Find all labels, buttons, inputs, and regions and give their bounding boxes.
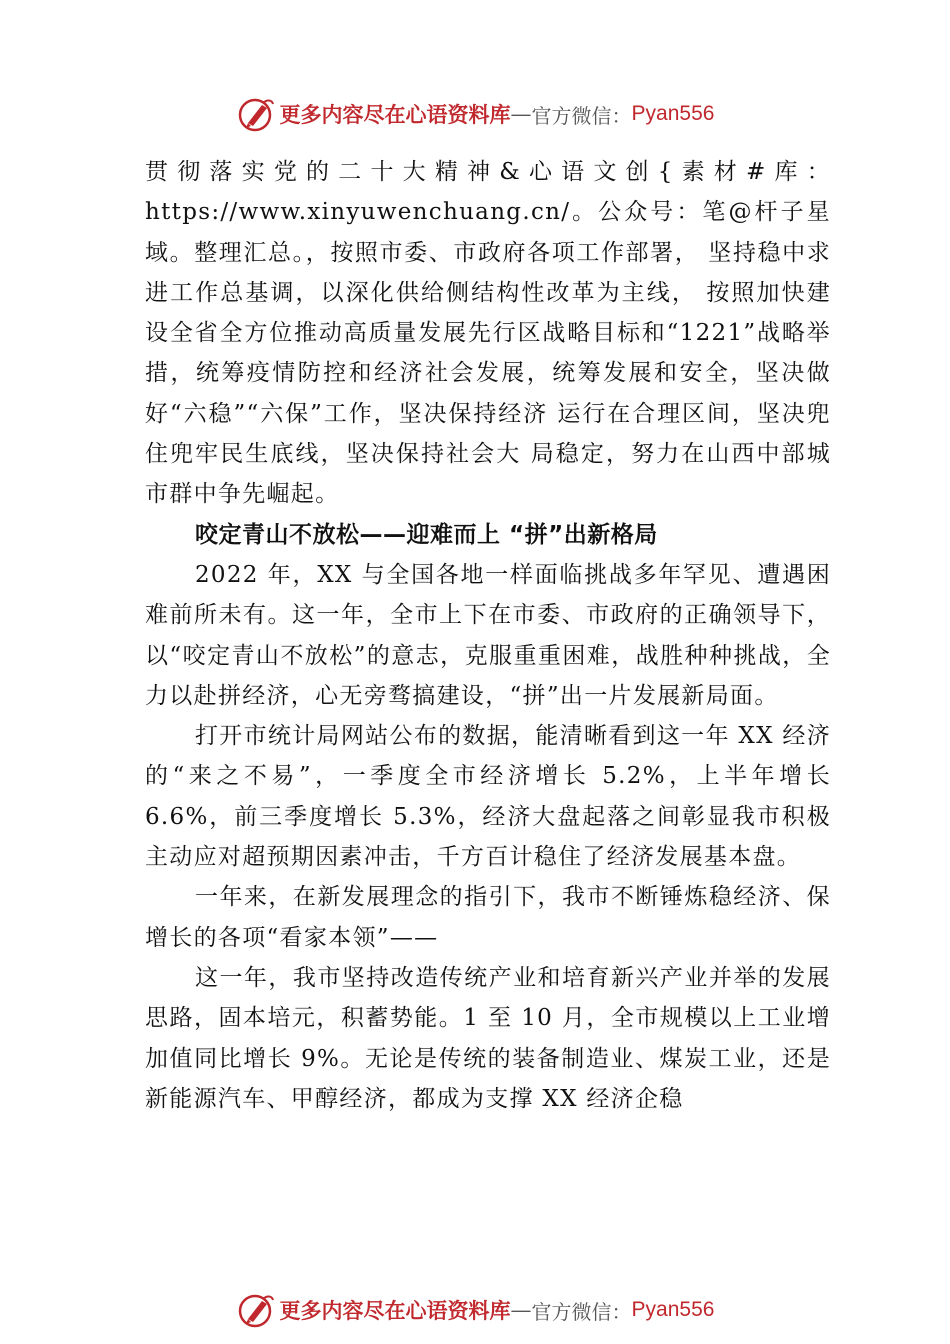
paragraph-2022: 2022 年，XX 与全国各地一样面临挑战多年罕见、遭遇困难前所未有。这一年，全市上下在市委、市政府的正确领导下，以“咬定青山不放松”的意志，克服重重困难，战胜种种挑战，全力以赴拼经济，心无旁骛搞建设，“拼”出一片发展新局面。: [145, 561, 831, 709]
paragraph-skills: 一年来，在新发展理念的指引下，我市不断锤炼稳经济、保增长的各项“看家本领”——: [145, 884, 831, 951]
header-banner: [0, 94, 950, 134]
section-heading: 咬定青山不放松——迎难而上 “拼”出新格局: [195, 521, 658, 548]
pen-in-circle-logo-icon: [236, 95, 276, 133]
paragraph-industry: 这一年，我市坚持改造传统产业和培育新兴产业并举的发展思路，固本培元，积蓄势能。1 至 10 月，全市规模以上工业增加值同比增长 9%。无论是传统的装备制造业、煤炭工业，还是新能源汽车、甲醇经济，都成为支撑 XX 经济企稳: [145, 964, 831, 1112]
footer-banner: [0, 1290, 950, 1330]
paragraph-statistics: 打开市统计局网站公布的数据，能清晰看到这一年 XX 经济的“来之不易”，一季度全市经济增长 5.2%，上半年增长 6.6%，前三季度增长 5.3%，经济大盘起落之间彰显我市积极主动应对超预期因素冲击，千方百计稳住了经济发展基本盘。: [145, 723, 831, 871]
banner-wechat-handle: Pyan556: [631, 102, 715, 125]
pen-in-circle-logo-icon: [236, 1291, 276, 1329]
paragraph-intro: 贯彻落实党的二十大精神&心语文创{素材#库：https://www.xinyuwenchuang.cn/。公众号：笔@杆子星域。整理汇总。，按照市委、市政府各项工作部署， 坚持稳中求进工作总基调，以深化供给侧结构性改革为主线， 按照加快建设全省全方位推动高质量发展先行区战略目标和“1221”战略举措，统筹疫情防控和经济社会发展，统筹发展和安全，坚决做好“六稳”“六保”工作，坚决保持经济 运行在合理区间，坚决兜住兜牢民生底线，坚决保持社会大 局稳定，努力在山西中部城市群中争先崛起。: [145, 159, 831, 508]
banner-title: 更多内容尽在心语资料库: [279, 1298, 511, 1323]
banner-separator: —: [510, 1298, 532, 1322]
banner-title: 更多内容尽在心语资料库: [279, 102, 511, 127]
banner-separator: —: [510, 102, 532, 126]
document-body: [145, 152, 831, 1119]
banner-wechat-label: 官方微信：: [531, 103, 632, 128]
banner-wechat-label: 官方微信：: [531, 1299, 632, 1324]
banner-wechat-handle: Pyan556: [631, 1298, 715, 1321]
